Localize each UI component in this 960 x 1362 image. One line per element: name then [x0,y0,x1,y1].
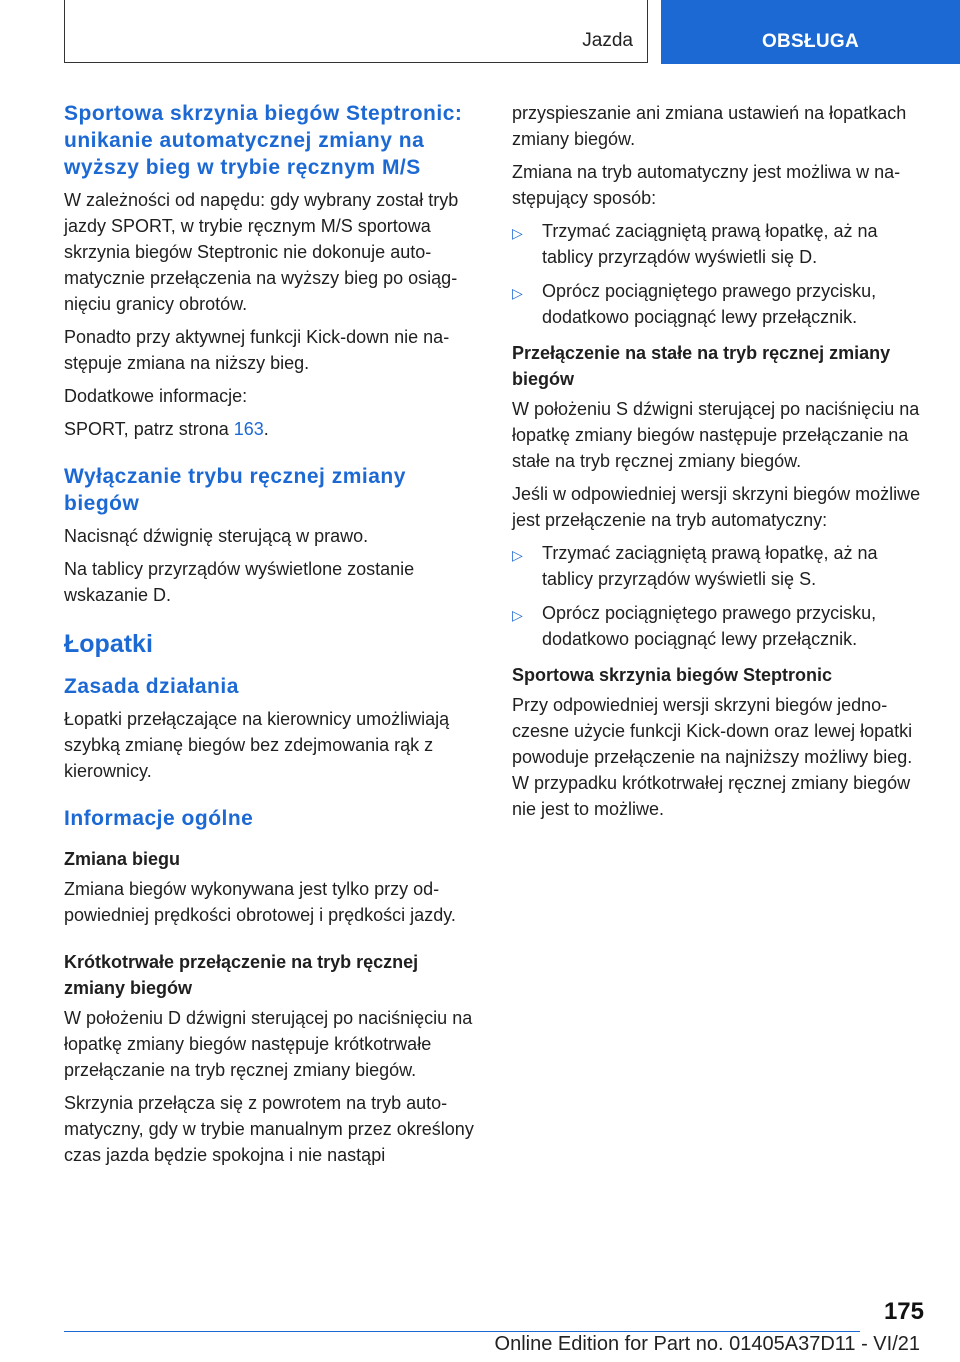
footer-edition: Online Edition for Part no. 01405A37D11 - VI/21 [494,1333,920,1355]
heading-steptronic-no-upshift: Sportowa skrzynia biegów Steptronic: unikanie automatycznej zmiany na wyższy bieg w trybie ręcznym M/S [64,102,463,179]
paragraph: Jeśli w odpowiedniej wersji skrzyni biegów możliwe jest przełączenie na tryb automatyczny: [512,484,921,530]
paragraph: Ponadto przy aktywnej funkcji Kick-down nie następuje zmiana na niższy bieg. [64,327,450,373]
paragraph: przyspieszanie ani zmiana ustawień na łopatkach zmiany biegów. [512,103,907,149]
paragraph: Skrzynia przełącza się z powrotem na tryb automatyczny, gdy w trybie manualnym przez określony czas jazda będzie spokojna i nie nastąpi [64,1093,474,1165]
paragraph: W położeniu S dźwigni sterującej po naciśnięciu na łopatkę zmiany biegów następuje przełączanie na stałe na tryb ręcznej zmiany biegów. [512,399,920,471]
paragraph: Łopatki przełączające na kierownicy umożliwiają szybką zmianę biegów bez zdejmowania rąk z kierownicy. [64,709,450,781]
list-item [512,540,930,592]
list-item-text: Oprócz pociągniętego prawego przycisku, dodatkowo pociągnąć lewy przełącznik. [542,603,877,649]
footer-divider [64,1331,860,1332]
bullet-list [512,218,930,330]
list-item [512,600,930,652]
paragraph: Na tablicy przyrządów wyświetlone zostanie wskazanie D. [64,559,415,605]
paragraph: Zmiana na tryb automatyczny jest możliwa w następujący sposób: [512,162,901,208]
paragraph: Nacisnąć dźwignię sterującą w prawo. [64,526,369,546]
triangle-right-icon: ▷ [512,285,523,301]
bullet-list [512,540,930,652]
list-item-text: Trzymać zaciągniętą prawą łopatkę, aż na tablicy przyrządów wyświetli się D. [542,221,878,267]
heading-temporary-manual: Krótkotrwałe przełączenie na tryb ręcznej zmiany biegów [64,952,419,998]
link-prefix: SPORT, patrz strona [64,419,234,439]
header-section-box [64,0,648,63]
triangle-right-icon: ▷ [512,225,523,241]
heading-principle: Zasada działania [64,675,239,698]
heading-permanent-manual: Przełączenie na stałe na tryb ręcznej zmiany biegów [512,343,891,389]
paragraph: W zależności od napędu: gdy wybrany został tryb jazdy SPORT, w trybie ręcznym M/S sportowa skrzynia biegów Steptronic nie dokonuje automatycznie przełączenia na wyższy bieg po osiągnięciu granicy obrotów. [64,190,459,314]
paragraph: Przy odpowiedniej wersji skrzyni biegów jednoczesne użycie funkcji Kick-down oraz lewej łopatki powoduje przełączenie na najniższy możliwy bieg. W przypadku krótkotrwałej ręcznej zmiany biegów nie jest to możliwe. [512,695,913,819]
triangle-right-icon: ▷ [512,547,523,563]
heading-disable-manual: Wyłączanie trybu ręcznej zmiany biegów [64,465,406,515]
triangle-right-icon: ▷ [512,607,523,623]
list-item [512,218,930,270]
list-item-text: Trzymać zaciągniętą prawą łopatkę, aż na tablicy przyrządów wyświetli się S. [542,543,878,589]
heading-paddles: Łopatki [64,630,153,658]
left-column [64,100,482,1175]
list-item-text: Oprócz pociągniętego prawego przycisku, dodatkowo pociągnąć lewy przełącznik. [542,281,877,327]
link-suffix: . [263,419,269,439]
paragraph: Zmiana biegów wykonywana jest tylko przy odpowiedniej prędkości obrotowej i prędkości jazdy. [64,879,456,925]
heading-gear-change: Zmiana biegu [64,849,181,869]
page-number: 175 [883,1298,924,1325]
right-column [512,100,930,829]
paragraph: W położeniu D dźwigni sterującej po naciśnięciu na łopatkę zmiany biegów następuje krótkotrwałe przełączanie na tryb ręcznej zmiany biegów. [64,1008,473,1080]
list-item [512,278,930,330]
page-header [0,0,960,64]
heading-general-info: Informacje ogólne [64,807,254,830]
paragraph-with-link [64,416,482,442]
header-chapter-tab: OBSŁUGA [661,0,960,64]
heading-sport-steptronic: Sportowa skrzynia biegów Steptronic [512,665,833,685]
paragraph: Dodatkowe informacje: [64,386,248,406]
header-section-title: Jazda [582,30,633,51]
page-reference-link[interactable]: 163 [233,419,264,439]
